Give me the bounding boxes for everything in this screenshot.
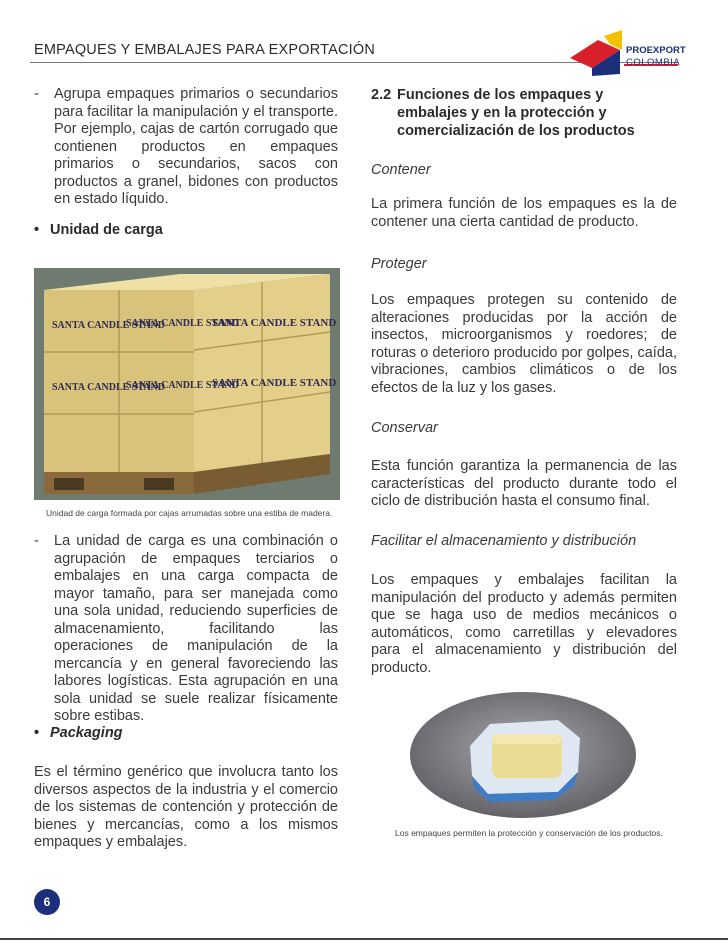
section-number: 2.2 — [371, 87, 392, 103]
pallet-slot — [144, 478, 174, 490]
intro-item — [34, 86, 338, 209]
photo2-caption: Los empaques permiten la protección y conservación de los productos. — [395, 828, 663, 838]
packaging-paragraph — [34, 764, 338, 852]
text-proteger: Los empaques protegen su contenido de alteraciones producidas por la acción de insectos, microorganismos y roedores; de roturas o deterioro producido por golpes, caída, vibraciones, cambios climáticos o de los efectos de la luz y los gases. — [371, 292, 677, 396]
footer-rule — [0, 938, 728, 940]
dash-marker: - — [34, 533, 39, 549]
product-highlight — [492, 734, 562, 744]
subheading-facilitar: Facilitar el almacenamiento y distribución — [371, 533, 637, 549]
pallet-photo — [34, 268, 340, 526]
section-title: Funciones de los empaques y embalajes y en la protección y comercialización de los productos — [397, 87, 635, 139]
bullet-unidad-de-carga — [34, 222, 338, 238]
pallet-slot — [54, 478, 84, 490]
page-header-title: EMPAQUES Y EMBALAJES PARA EXPORTACIÓN — [34, 42, 376, 58]
section-heading — [371, 86, 677, 140]
unit-text: La unidad de carga es una combinación o agrupación de empaques terciarios o embalajes en una carga compacta de mayor tamaño, para ser manejada como una sola unidad, reduciendo superficies de almacenamiento, facilitando las operaciones de manipulación de la mercancía y en general favoreciendo las labores logísticas. Esta agrupación en una sola unidad se suele realizar físicamente sobre estibas. — [54, 533, 338, 724]
bullet-dot: • — [34, 222, 40, 238]
bullet-dot: • — [34, 725, 40, 741]
text-conservar: Esta función garantiza la permanencia de las características del producto durante todo el ciclo de distribución hasta el consumo final. — [371, 458, 677, 509]
packaging-text: Es el término genérico que involucra tanto los diversos aspectos de la industria y el comercio de los sistemas de contención y protección de bienes y mercancías, como a los mismos empaques y embalajes. — [34, 764, 338, 850]
text-contener: La primera función de los empaques es la de contener una cierta cantidad de producto. — [371, 196, 677, 230]
logo-text-colombia: COLOMBIA — [626, 57, 681, 68]
bullet-label: Unidad de carga — [50, 222, 163, 238]
unit-item — [34, 533, 338, 726]
box-label: SANTA CANDLE STAND — [212, 377, 337, 389]
bullet-label: Packaging — [50, 725, 123, 741]
box-label: SANTA CANDLE STAND — [52, 382, 165, 393]
box-label: SANTA CANDLE STAND — [52, 320, 165, 331]
logo-text-proexport: PROEXPORT — [626, 45, 686, 56]
box-label: SANTA CANDLE STAND — [126, 380, 239, 391]
subheading-proteger: Proteger — [371, 256, 427, 272]
page-number-badge: 6 — [34, 889, 60, 915]
dash-marker: - — [34, 86, 39, 102]
subheading-conservar: Conservar — [371, 420, 438, 436]
intro-text: Agrupa empaques primarios o secundarios para facilitar la manipulación y el transporte. Por ejemplo, cajas de cartón corrugado que contienen productos en empaques primarios o secundarios, sacos con productos a granel, bidones con productos en estado líquido. — [54, 86, 338, 207]
package-photo — [408, 690, 638, 820]
box-label: SANTA CANDLE STAND — [212, 317, 337, 329]
box-label: SANTA CANDLE STAND — [126, 318, 239, 329]
text-facilitar: Los empaques y embalajes facilitan la manipulación del producto y además permiten que se haga uso de medios mecánicos o automáticos, como carretillas y elevadores para el almacenamiento y distribución del producto. — [371, 572, 677, 676]
bullet-packaging — [34, 725, 338, 741]
subheading-contener: Contener — [371, 162, 431, 178]
photo1-caption: Unidad de carga formada por cajas arrumadas sobre una estiba de madera. — [46, 508, 333, 518]
